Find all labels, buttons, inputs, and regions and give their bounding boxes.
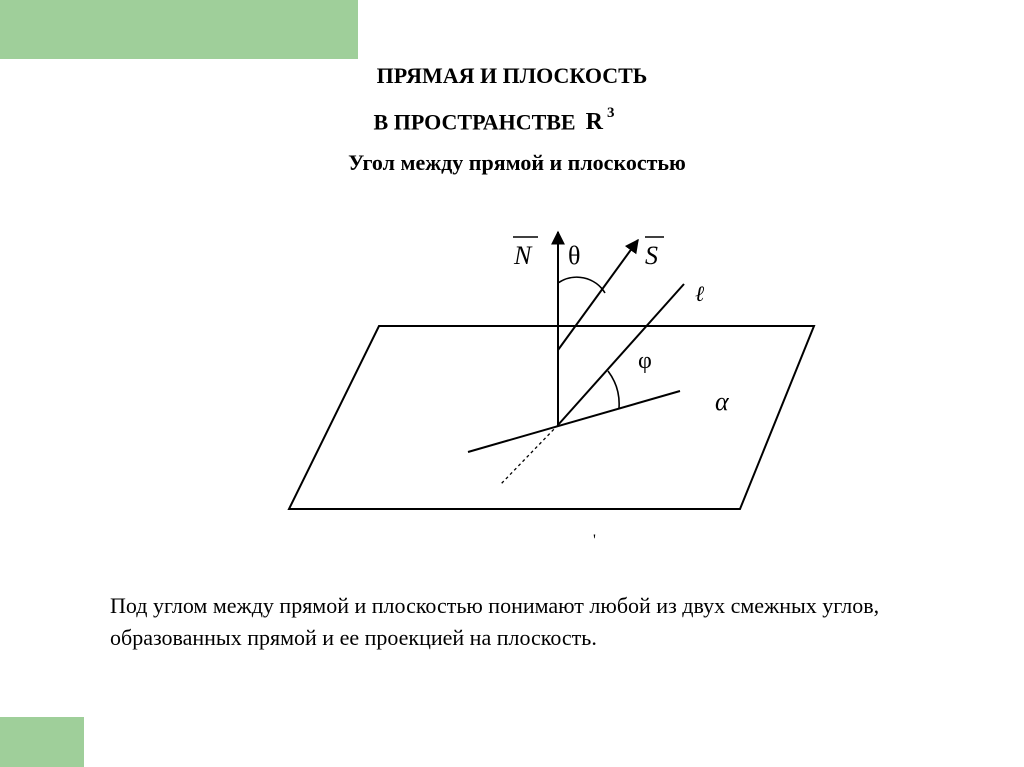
normal-label-group (513, 237, 538, 270)
direction-label: S (645, 241, 658, 270)
space-symbol: R (585, 109, 603, 136)
theta-label: θ (568, 241, 581, 270)
direction-label-group (645, 237, 664, 270)
theta-arc (558, 277, 605, 293)
phi-label: φ (638, 348, 652, 374)
plane-parallelogram (289, 326, 814, 509)
line-l (558, 284, 684, 425)
phi-arc (608, 371, 619, 408)
normal-label: N (514, 241, 532, 270)
projection-line (468, 391, 680, 452)
plane-alpha-label: α (715, 387, 729, 416)
definition-text: Под углом между прямой и плоскостью понимают любой из двух смежных углов, образованных прямой и ее проекцией на плоскость. (110, 593, 880, 650)
title-space-text: В ПРОСТРАНСТВЕ (373, 109, 576, 135)
slide-subtitle: Угол между прямой и плоскостью (348, 150, 686, 175)
line-l-label: ℓ (695, 281, 705, 306)
space-exponent: 3 (606, 105, 615, 121)
stray-mark: ' (593, 532, 596, 549)
slide-title-line-1: ПРЯМАЯ И ПЛОСКОСТЬ (376, 63, 648, 88)
